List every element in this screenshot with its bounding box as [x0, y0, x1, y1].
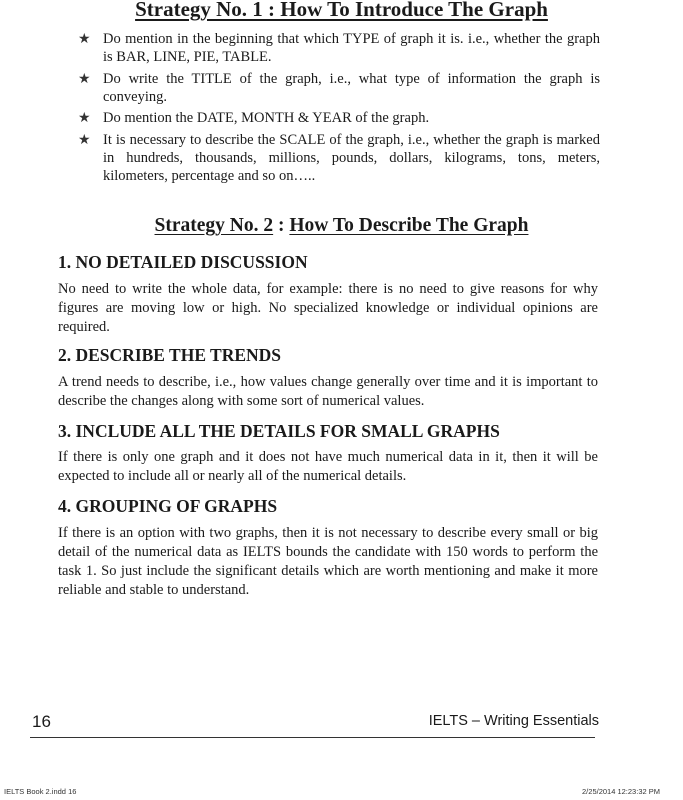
strategy-1-list — [78, 30, 600, 188]
section-heading: 3. INCLUDE ALL THE DETAILS FOR SMALL GRAPHS — [58, 421, 500, 441]
list-item: ★ Do write the TITLE of the graph, i.e., what type of information the graph is conveying. — [78, 70, 600, 105]
star-icon: ★ — [78, 110, 91, 126]
strategy-2-title: Strategy No. 2 : How To Describe The Graph — [154, 215, 529, 236]
section-body: A trend needs to describe, i.e., how values change generally over time and it is important to describe the changes along with some sort of numerical values. — [58, 374, 598, 409]
footer-book-title: IELTS – Writing Essentials — [428, 713, 599, 729]
star-icon: ★ — [78, 70, 91, 87]
page-number: 16 — [32, 712, 51, 731]
star-icon: ★ — [78, 31, 91, 47]
list-item: ★ It is necessary to describe the SCALE of the graph, i.e., whether the graph is marked in hundreds, thousands, millions, pounds, dollars, kilograms, tons, meters, kilometers, percentage and so on….. — [78, 131, 600, 184]
slug-file: IELTS Book 2.indd 16 — [4, 787, 77, 796]
strategy-1-title: Strategy No. 1 : How To Introduce The Graph — [135, 0, 548, 21]
section-body: If there is only one graph and it does not have much numerical data in it, then it will be expected to include all or nearly all of the numerical details. — [58, 449, 598, 484]
section-heading: 4. GROUPING OF GRAPHS — [58, 496, 278, 516]
footer-divider — [30, 737, 595, 738]
section-heading: 2. DESCRIBE THE TRENDS — [58, 345, 282, 365]
section-heading: 1. NO DETAILED DISCUSSION — [58, 252, 308, 272]
slug-timestamp: 2/25/2014 12:23:32 PM — [582, 787, 660, 796]
list-item: ★ Do mention in the beginning that which TYPE of graph it is. i.e., whether the graph is BAR, LINE, PIE, TABLE. — [78, 31, 600, 65]
list-item: ★ Do mention the DATE, MONTH & YEAR of the graph. — [78, 110, 430, 126]
star-icon: ★ — [78, 131, 91, 148]
section-body: No need to write the whole data, for example: there is no need to give reasons for why figures are moving low or high. No specialized knowledge or individual opinions are required. — [58, 281, 598, 335]
section-body: If there is an option with two graphs, then it is not necessary to describe every small or big detail of the numerical data as IELTS bounds the candidate with 150 words to perform the task 1. So just include the significant details which are worth mentioning and make it more reliable and stable to understand. — [58, 525, 598, 598]
